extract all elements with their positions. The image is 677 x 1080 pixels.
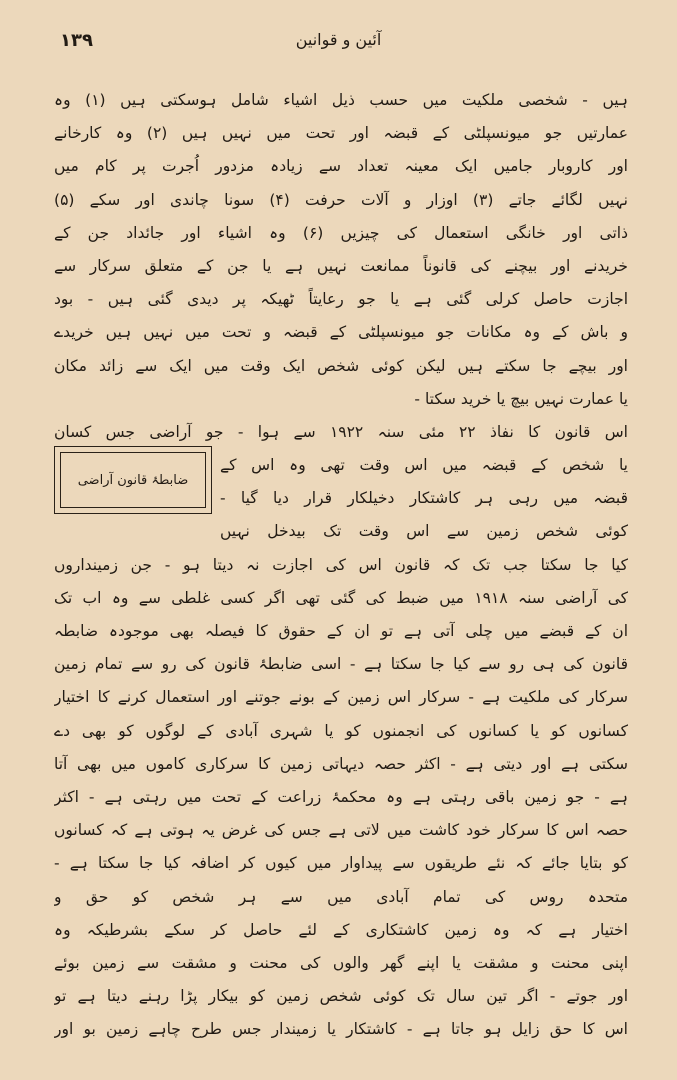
page-number: ۱۳۹ bbox=[60, 30, 93, 51]
text-line: کیا جا سکتا جب تک کہ قانون اس کی اجازت نہ دیتا ہو - جن زمینداروں bbox=[54, 555, 628, 574]
text-line: و باش کے وہ مکانات جو میونسپلٹی کے قبضہ و تحت میں نہیں ہیں خریدے bbox=[54, 323, 628, 342]
text-line: ہے - جو زمین باقی رہتی ہے وہ محکمۂ زراعت کے تحت میں رہتی ہے - اکثر bbox=[54, 787, 628, 806]
text-line: کی آراضی سنہ ۱۹۱۸ میں ضبط کی گئی تھی اگر کسی غلطی سے وہ اب تک bbox=[54, 588, 628, 607]
text-line: ذاتی اور خانگی استعمال کی چیزیں (۶) وہ اشیاء اور جائداد جن کے bbox=[54, 223, 628, 242]
text-line: قبضہ میں رہی ہر کاشتکار دخیلکار قرار دیا گیا - bbox=[220, 489, 628, 508]
text-line: قانون کی ہی رو سے کیا جا سکتا ہے - اسی ضابطۂ قانون کی رو سے تمام زمین bbox=[54, 655, 628, 674]
body-text bbox=[54, 84, 628, 1046]
text-line: سکتی ہے اور دیتی ہے - اکثر حصہ دیہاتی زمین کا سرکاری کاموں میں بھی آتا bbox=[54, 754, 628, 773]
text-line: حصہ اس کا سرکار خود کاشت میں لاتی ہے جس کی غرض یہ ہوتی ہے کہ کسانوں bbox=[54, 821, 628, 840]
side-note-inner-border bbox=[60, 452, 206, 508]
text-line: کو بتایا جائے کہ نئے طریقوں سے پیداوار میں کیوں کر اضافہ کیا جا سکتا ہے - bbox=[54, 854, 628, 873]
page-header bbox=[60, 30, 617, 60]
text-line: اس کا حق زایل ہو جاتا ہے - کاشتکار یا زمیندار جس طرح چاہے زمین بو اور bbox=[54, 1020, 628, 1039]
text-line: کسانوں کو یا کسانوں کی انجمنوں کو یا شہری آبادی کے لوگوں کو بھی دے bbox=[54, 721, 628, 740]
text-line: ان کے قبضے میں چلی آتی ہے تو ان کے حقوق کا فیصلہ بھی موجودہ ضابطہ bbox=[54, 622, 628, 640]
text-line: اور بیچے جا سکتے ہیں لیکن کوئی شخص ایک وقت میں ایک سے زائد مکان bbox=[54, 356, 628, 375]
text-line: خریدنے اور بیچنے کی قانوناً ممانعت نہیں ہے یا جن کے متعلق سرکار سے bbox=[54, 256, 628, 275]
text-line: اور کاروبار جامیں ایک معینہ تعداد سے زیادہ مزدور اُجرت پر کام میں bbox=[54, 157, 628, 176]
text-line: عمارتیں جو میونسپلٹی کے قبضہ اور تحت میں نہیں ہیں (۲) وہ کارخانے bbox=[54, 124, 628, 143]
text-line: نہیں لگائے جاتے (۳) اوزار و آلات حرفت (۴) سونا چاندی اور سکے (۵) bbox=[54, 190, 628, 209]
text-line: اور جوتے - اگر تین سال تک کوئی شخص زمین کو بیکار پڑا رہنے دیتا ہے تو bbox=[54, 987, 628, 1006]
text-line: اجازت حاصل کرلی گئی ہے یا جو رعایتاً ٹھیکہ پر دیدی گئی ہیں - بود bbox=[54, 290, 628, 309]
text-line: یا عمارت نہیں بیچ یا خرید سکتا - bbox=[414, 389, 628, 408]
text-line: ہیں - شخصی ملکیت میں حسب ذیل اشیاء شامل ہوسکتی ہیں (۱) وہ bbox=[54, 91, 628, 109]
running-title: آئین و قوانین bbox=[295, 30, 382, 49]
text-line: اختیار ہے کہ وہ زمین کاشتکاری کے لئے حاصل کر سکے بشرطیکہ وہ bbox=[54, 920, 628, 939]
side-note-text: ضابطۂ قانون آراضی bbox=[77, 472, 189, 488]
text-line: کوئی شخص زمین سے اس وقت تک بیدخل نہیں bbox=[220, 522, 628, 541]
text-line: یا شخص کے قبضہ میں اس وقت تھی وہ اس کے bbox=[220, 456, 628, 475]
text-line: اپنی محنت و مشقت یا اپنے گھر والوں کی محنت و مشقت سے زمین بوئے bbox=[54, 953, 628, 972]
text-line: اس قانون کا نفاذ ۲۲ مئی سنہ ۱۹۲۲ سے ہوا - جو آراضی جس کسان bbox=[54, 422, 628, 441]
text-line: متحدہ روس کی تمام آبادی میں سے ہر شخص کو حق و bbox=[54, 887, 628, 906]
text-line: سرکار کی ملکیت ہے - سرکار اس زمین کے بونے جوتنے اور استعمال کرنے کا اختیار bbox=[54, 688, 628, 707]
side-note-box bbox=[54, 446, 212, 514]
